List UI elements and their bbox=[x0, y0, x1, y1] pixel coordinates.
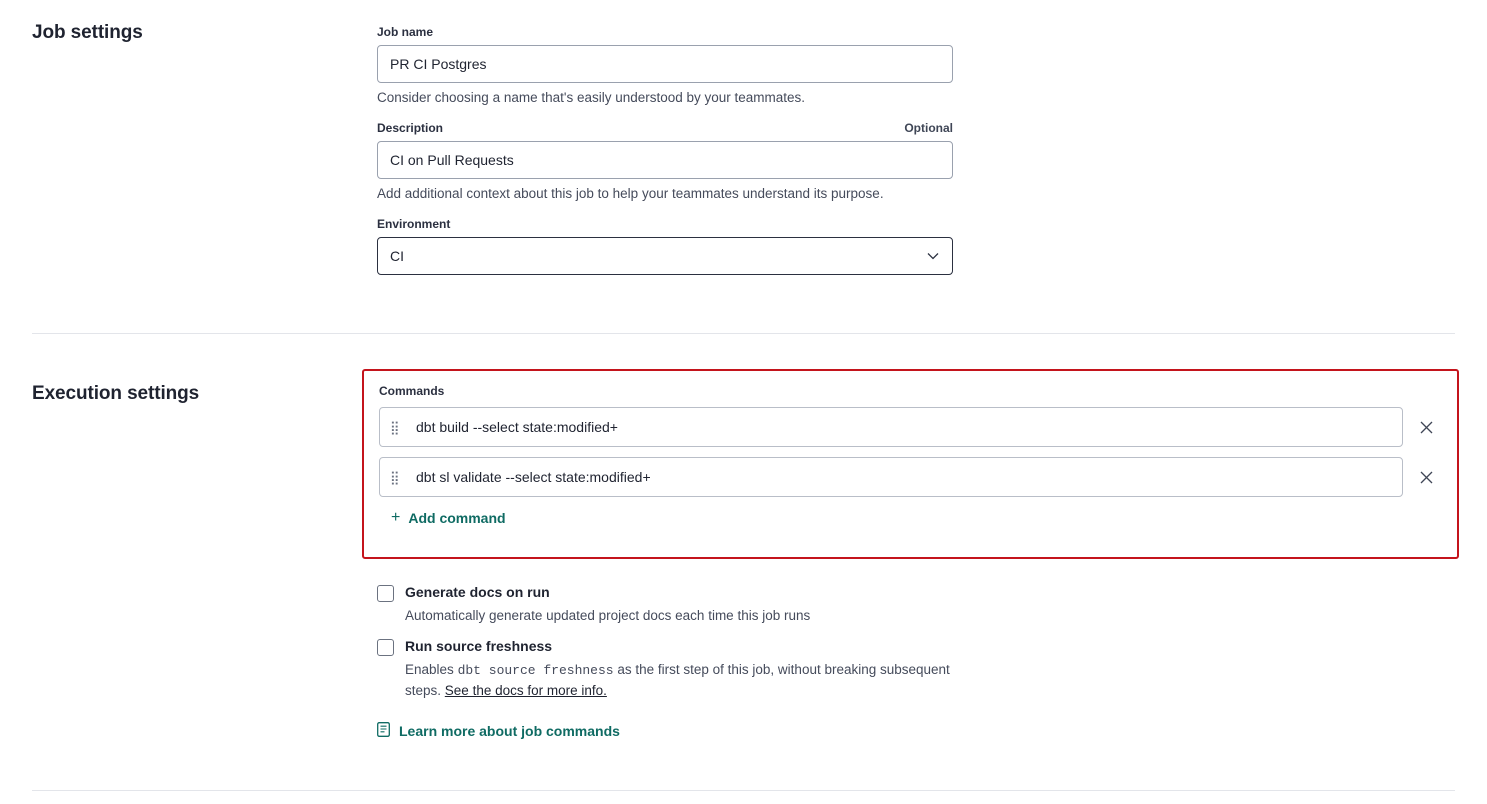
section-divider bbox=[32, 333, 1455, 334]
description-optional-label: Optional bbox=[904, 121, 953, 135]
source-freshness-desc-after: as the first step of this job, without breaking subsequent steps. bbox=[405, 662, 950, 698]
source-freshness-command-code: dbt source freshness bbox=[457, 663, 614, 678]
description-input[interactable] bbox=[377, 141, 953, 179]
environment-select-wrap bbox=[377, 237, 953, 275]
drag-handle-icon[interactable]: ⣿ bbox=[390, 469, 399, 485]
command-input[interactable] bbox=[379, 457, 1403, 497]
description-field bbox=[377, 121, 977, 201]
source-freshness-row bbox=[377, 638, 965, 656]
commands-panel bbox=[362, 369, 1459, 559]
commands-label: Commands bbox=[379, 384, 445, 398]
command-input[interactable] bbox=[379, 407, 1403, 447]
job-name-input[interactable] bbox=[377, 45, 953, 83]
add-command-label: Add command bbox=[408, 510, 506, 526]
generate-docs-block bbox=[377, 584, 810, 626]
generate-docs-description: Automatically generate updated project docs each time this job runs bbox=[405, 608, 811, 623]
command-row bbox=[379, 407, 1443, 447]
job-settings-heading: Job settings bbox=[32, 22, 143, 43]
command-text: dbt sl validate --select state:modified+ bbox=[416, 469, 651, 485]
source-freshness-description bbox=[405, 660, 965, 701]
book-icon bbox=[377, 722, 390, 740]
close-icon bbox=[1420, 421, 1433, 434]
job-name-help: Consider choosing a name that's easily understood by your teammates. bbox=[377, 90, 806, 105]
learn-more-link[interactable] bbox=[377, 722, 620, 740]
close-icon bbox=[1420, 471, 1433, 484]
job-settings-fields bbox=[377, 25, 977, 275]
generate-docs-row bbox=[377, 584, 810, 602]
source-freshness-block bbox=[377, 638, 965, 701]
command-text: dbt build --select state:modified+ bbox=[416, 419, 618, 435]
job-name-field bbox=[377, 25, 977, 105]
environment-selected-value: CI bbox=[390, 248, 404, 264]
plus-icon: + bbox=[391, 509, 401, 526]
description-help: Add additional context about this job to help your teammates understand its purpose. bbox=[377, 186, 884, 201]
generate-docs-label: Generate docs on run bbox=[405, 584, 550, 600]
remove-command-button[interactable] bbox=[1415, 416, 1437, 438]
generate-docs-checkbox[interactable] bbox=[377, 585, 394, 602]
section-divider-bottom bbox=[32, 790, 1455, 791]
source-freshness-checkbox[interactable] bbox=[377, 639, 394, 656]
environment-select[interactable] bbox=[377, 237, 953, 275]
command-row bbox=[379, 457, 1443, 497]
source-freshness-label: Run source freshness bbox=[405, 638, 553, 654]
add-command-button[interactable] bbox=[391, 510, 506, 526]
drag-handle-icon[interactable]: ⣿ bbox=[390, 419, 399, 435]
job-name-label: Job name bbox=[377, 25, 434, 39]
learn-more-label: Learn more about job commands bbox=[399, 723, 620, 739]
remove-command-button[interactable] bbox=[1415, 466, 1437, 488]
description-label-row bbox=[377, 121, 953, 141]
description-label: Description bbox=[377, 121, 444, 135]
source-freshness-desc-before: Enables bbox=[405, 662, 454, 677]
environment-label: Environment bbox=[377, 217, 451, 231]
docs-link[interactable]: See the docs for more info. bbox=[444, 683, 607, 698]
execution-settings-heading: Execution settings bbox=[32, 383, 200, 404]
environment-field bbox=[377, 217, 977, 275]
